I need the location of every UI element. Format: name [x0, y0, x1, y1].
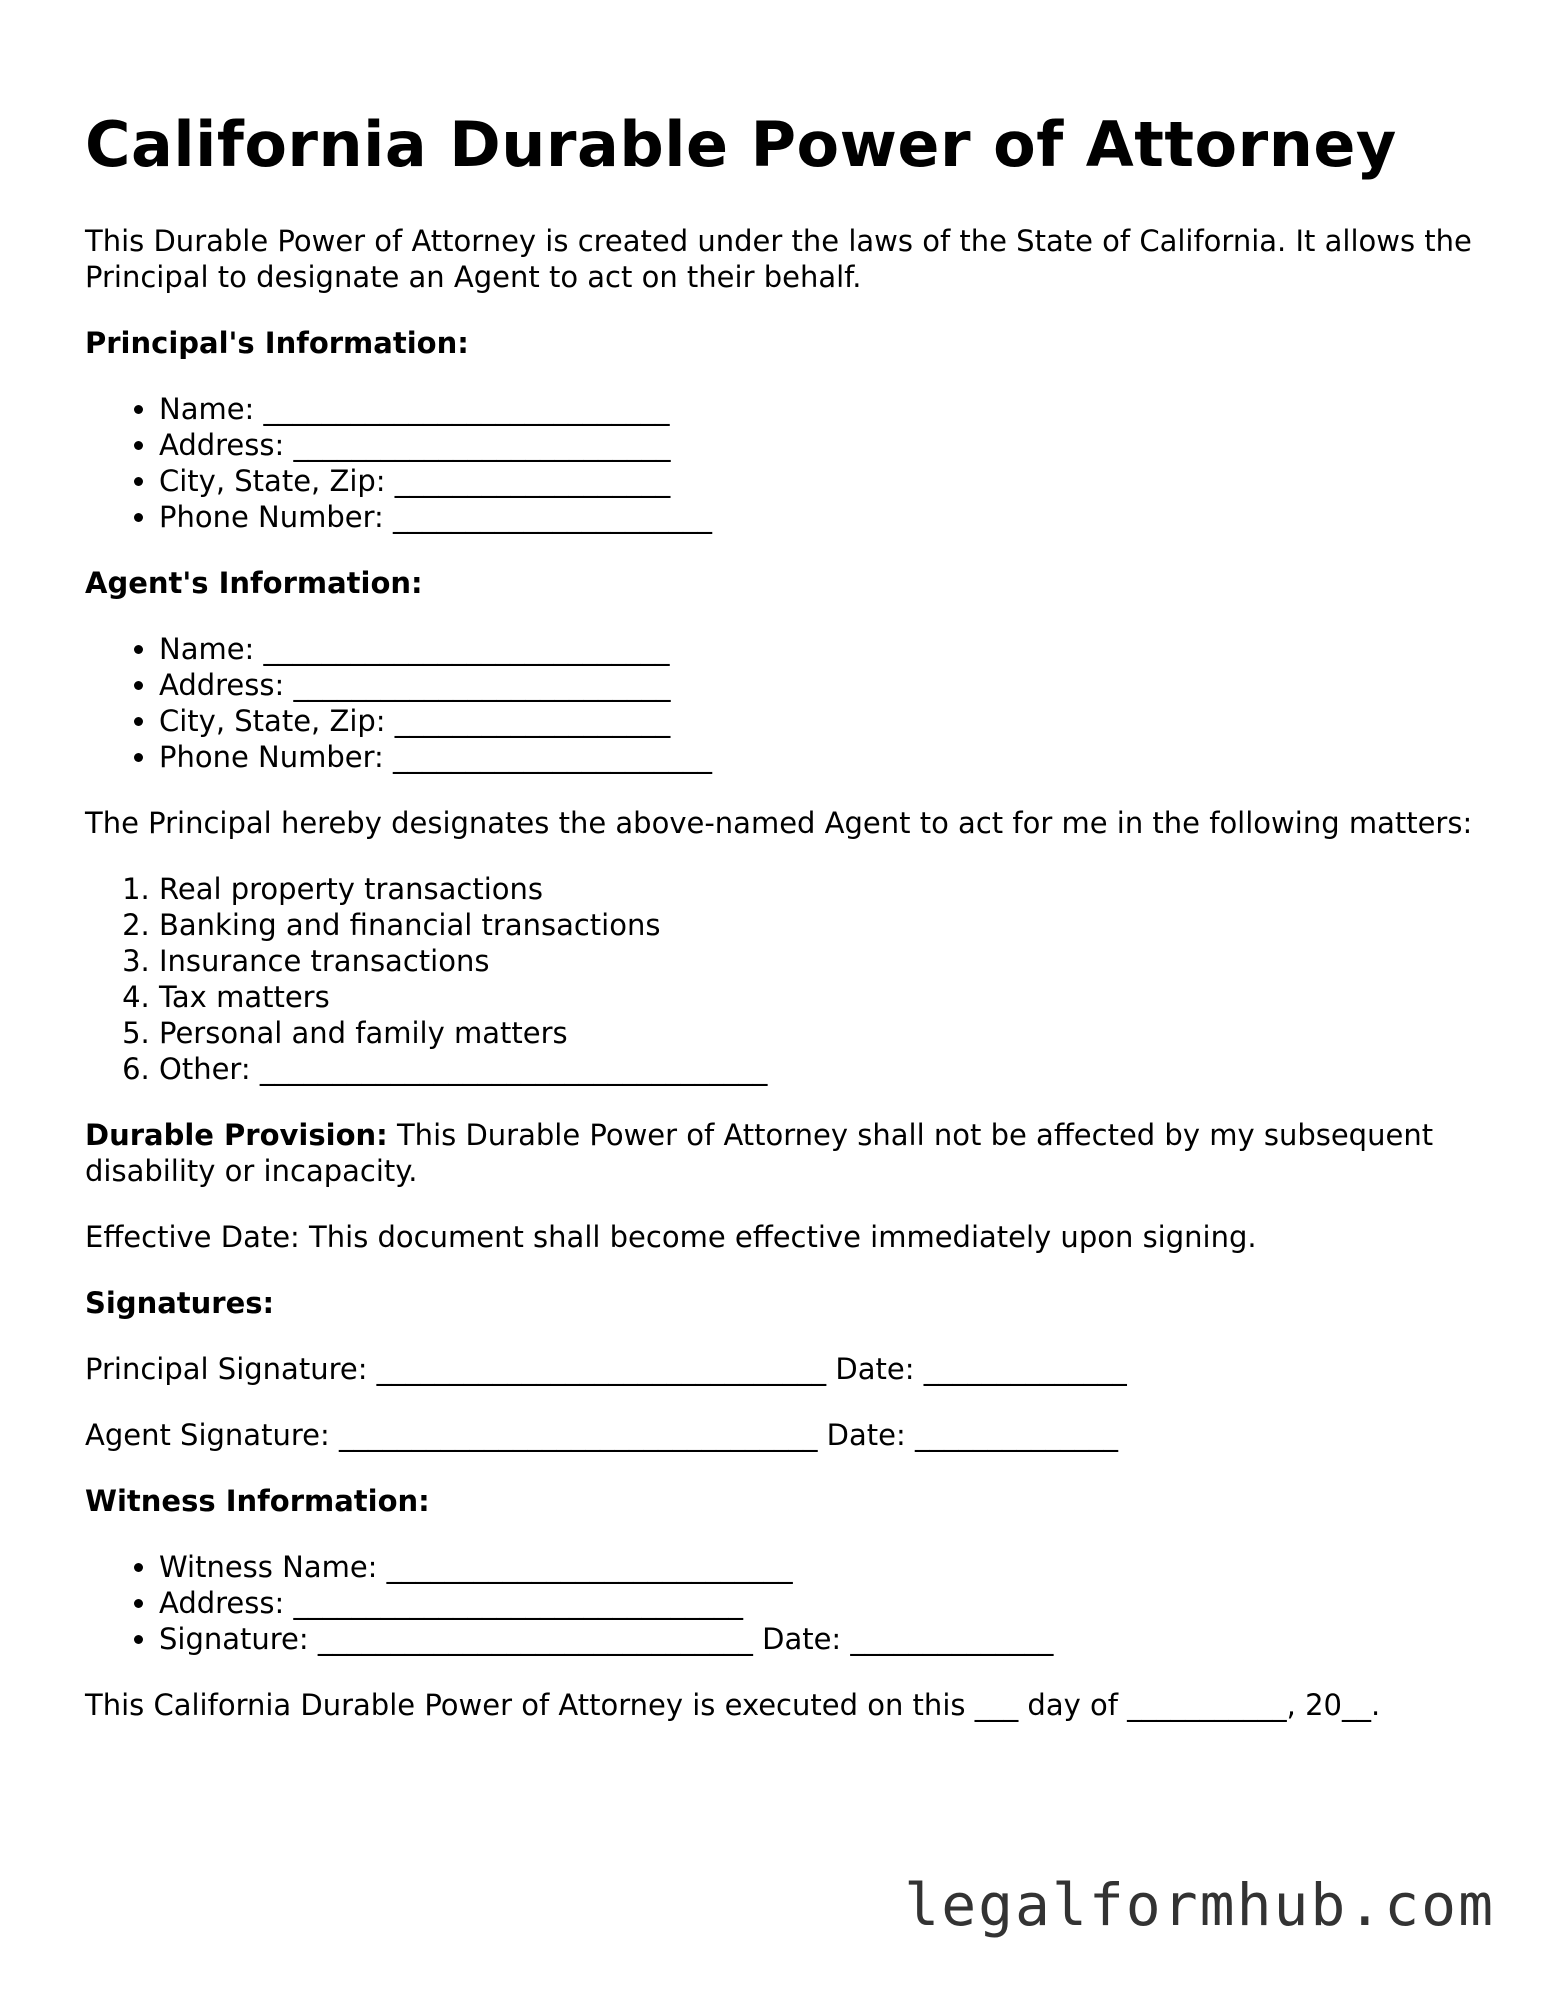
matter-item: 2. Banking and financial transactions	[159, 907, 1485, 943]
matter-item: 3. Insurance transactions	[159, 943, 1485, 979]
principal-signature-line: Principal Signature: _______________________________ Date: ______________	[85, 1352, 1127, 1386]
principal-name-field: • Name: ____________________________	[159, 391, 1485, 427]
witness-address-field: • Address: _______________________________	[159, 1585, 1485, 1621]
witness-heading: Witness Information:	[85, 1484, 430, 1518]
agent-city-state-zip-field: • City, State, Zip: ___________________	[159, 703, 1485, 739]
matter-item: 5. Personal and family matters	[159, 1015, 1485, 1051]
principal-phone-field: • Phone Number: ______________________	[159, 499, 1485, 535]
principal-fields-list	[85, 391, 1485, 535]
agent-address-field: • Address: __________________________	[159, 667, 1485, 703]
execution-paragraph: This California Durable Power of Attorney is executed on this ___ day of ___________, 20__.	[85, 1688, 1381, 1722]
durable-provision-paragraph	[85, 1117, 1485, 1189]
principal-heading: Principal's Information:	[85, 326, 469, 360]
matter-item: 4. Tax matters	[159, 979, 1485, 1015]
agent-signature-line: Agent Signature: _________________________________ Date: ______________	[85, 1418, 1118, 1452]
matter-item-other: 6. Other: ___________________________________	[159, 1051, 1485, 1087]
principal-address-field: • Address: __________________________	[159, 427, 1485, 463]
document-page	[85, 105, 1485, 1753]
witness-signature-field: • Signature: ______________________________ Date: ______________	[159, 1621, 1485, 1657]
durable-provision-text: This Durable Power of Attorney shall not be affected by my subsequent disability or incapacity.	[85, 1118, 1434, 1188]
designation-paragraph: The Principal hereby designates the above-named Agent to act for me in the following matters:	[85, 806, 1473, 840]
principal-city-state-zip-field: • City, State, Zip: ___________________	[159, 463, 1485, 499]
matter-item: 1. Real property transactions	[159, 871, 1485, 907]
effective-date-paragraph: Effective Date: This document shall become effective immediately upon signing.	[85, 1220, 1257, 1254]
site-watermark: legalformhub.com	[904, 1871, 1495, 1939]
witness-name-field: • Witness Name: ____________________________	[159, 1549, 1485, 1585]
witness-fields-list	[85, 1549, 1485, 1657]
matters-list	[85, 871, 1485, 1087]
document-title: California Durable Power of Attorney	[85, 108, 1397, 181]
signatures-heading: Signatures:	[85, 1286, 275, 1320]
intro-paragraph: This Durable Power of Attorney is created under the laws of the State of California. It allows the Principal to designate an Agent to act on their behalf.	[85, 224, 1472, 294]
agent-fields-list	[85, 631, 1485, 775]
durable-provision-label: Durable Provision:	[85, 1118, 388, 1152]
agent-name-field: • Name: ____________________________	[159, 631, 1485, 667]
agent-heading: Agent's Information:	[85, 566, 423, 600]
agent-phone-field: • Phone Number: ______________________	[159, 739, 1485, 775]
